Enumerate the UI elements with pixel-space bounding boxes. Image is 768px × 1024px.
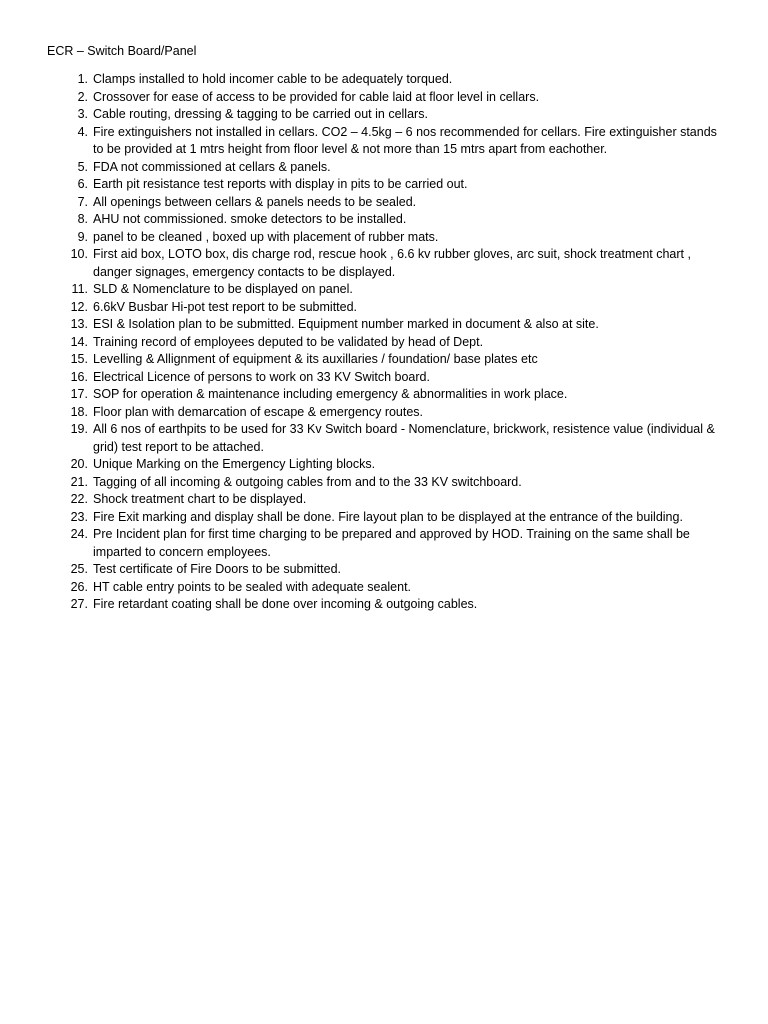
list-item-number: 13. (70, 317, 88, 331)
list-item (66, 334, 726, 352)
list-item-number: 14. (70, 334, 88, 349)
list-item-text: 6.6kV Busbar Hi-pot test report to be submitted. (93, 299, 358, 314)
list-item (66, 351, 726, 369)
checklist (66, 71, 726, 614)
list-item-text: Unique Marking on the Emergency Lighting blocks. (93, 457, 376, 471)
list-item (66, 404, 726, 422)
list-item (66, 211, 726, 229)
list-item-text: Fire Exit marking and display shall be done. Fire layout plan to be displayed at the entrance of the building. (93, 509, 683, 524)
list-item-text: Floor plan with demarcation of escape & emergency routes. (93, 404, 424, 419)
list-item (66, 491, 726, 509)
list-item-number: 19. (70, 422, 88, 436)
list-item-text: Pre Incident plan for first time charging to be prepared and approved by HOD. Training on the same shall be imparted to concern employees. (93, 527, 690, 559)
list-item-number: 16. (70, 369, 88, 384)
list-item (66, 316, 726, 334)
list-item-number: 3. (77, 107, 88, 121)
list-item-number: 26. (70, 579, 88, 594)
list-item-number: 10. (70, 247, 88, 261)
list-item-number: 4. (77, 124, 88, 139)
list-item (66, 386, 726, 404)
list-item (66, 89, 726, 107)
list-item (66, 106, 726, 124)
list-item-text: Test certificate of Fire Doors to be submitted. (93, 562, 342, 576)
list-item (66, 526, 726, 561)
list-item (66, 561, 726, 579)
list-item (66, 71, 726, 89)
list-item-number: 21. (70, 474, 88, 489)
list-item-text: SOP for operation & maintenance including emergency & abnormalities in work place. (93, 387, 568, 401)
list-item (66, 579, 726, 597)
list-item (66, 509, 726, 527)
list-item-text: panel to be cleaned , boxed up with placement of rubber mats. (93, 229, 439, 244)
document-title: ECR – Switch Board/Panel (47, 44, 197, 58)
list-item-text: AHU not commissioned. smoke detectors to be installed. (93, 212, 407, 226)
list-item-number: 17. (70, 387, 88, 401)
list-item (66, 229, 726, 247)
list-item-number: 27. (70, 597, 88, 611)
list-item-number: 7. (77, 194, 88, 209)
list-item (66, 299, 726, 317)
list-item-text: Levelling & Allignment of equipment & its auxillaries / foundation/ base plates etc (93, 352, 538, 366)
list-item-text: FDA not commissioned at cellars & panels. (93, 159, 331, 174)
list-item-text: All openings between cellars & panels needs to be sealed. (93, 194, 417, 209)
list-item-number: 15. (70, 352, 88, 366)
list-item-text: All 6 nos of earthpits to be used for 33 Kv Switch board - Nomenclature, brickwork, resistence value (individual & grid) test report to be attached. (93, 422, 715, 454)
list-item-number: 22. (70, 492, 88, 506)
list-item-text: Shock treatment chart to be displayed. (93, 492, 307, 506)
list-item-text: Fire retardant coating shall be done over incoming & outgoing cables. (93, 597, 478, 611)
list-item-number: 12. (70, 299, 88, 314)
list-item (66, 124, 726, 159)
list-item-text: Crossover for ease of access to be provided for cable laid at floor level in cellars. (93, 89, 540, 104)
list-item-number: 6. (77, 177, 88, 191)
list-item-text: Fire extinguishers not installed in cellars. CO2 – 4.5kg – 6 nos recommended for cellars. Fire extinguisher stands to be provided at 1 mtrs height from floor level & not more than 15 mtrs apart from eachother. (93, 124, 717, 156)
list-item-number: 11. (71, 282, 88, 296)
list-item-number: 23. (70, 509, 88, 524)
list-item-number: 8. (77, 212, 88, 226)
list-item-number: 5. (77, 159, 88, 174)
list-item-text: SLD & Nomenclature to be displayed on panel. (93, 282, 353, 296)
list-item (66, 194, 726, 212)
list-item-text: Electrical Licence of persons to work on 33 KV Switch board. (93, 369, 430, 384)
list-item-number: 20. (70, 457, 88, 471)
list-item-text: ESI & Isolation plan to be submitted. Equipment number marked in document & also at site. (93, 317, 599, 331)
list-item-number: 1. (77, 72, 88, 86)
list-item-text: Clamps installed to hold incomer cable to be adequately torqued. (93, 72, 453, 86)
list-item-number: 2. (77, 89, 88, 104)
list-item-text: Earth pit resistance test reports with display in pits to be carried out. (93, 177, 468, 191)
list-item (66, 369, 726, 387)
list-item-text: Cable routing, dressing & tagging to be carried out in cellars. (93, 107, 428, 121)
list-item (66, 474, 726, 492)
list-item (66, 281, 726, 299)
list-item-number: 18. (70, 404, 88, 419)
list-item-number: 9. (77, 229, 88, 244)
list-item-text: Training record of employees deputed to be validated by head of Dept. (93, 334, 484, 349)
list-item-text: Tagging of all incoming & outgoing cables from and to the 33 KV switchboard. (93, 474, 522, 489)
list-item-number: 24. (70, 527, 88, 541)
list-item (66, 421, 726, 456)
list-item (66, 596, 726, 614)
list-item-text: First aid box, LOTO box, dis charge rod, rescue hook , 6.6 kv rubber gloves, arc suit, shock treatment chart , danger signages, emergency contacts to be displayed. (93, 247, 691, 279)
list-item (66, 456, 726, 474)
list-item (66, 246, 726, 281)
list-item-text: HT cable entry points to be sealed with adequate sealent. (93, 579, 412, 594)
list-item (66, 159, 726, 177)
list-item-number: 25. (70, 562, 88, 576)
list-item (66, 176, 726, 194)
